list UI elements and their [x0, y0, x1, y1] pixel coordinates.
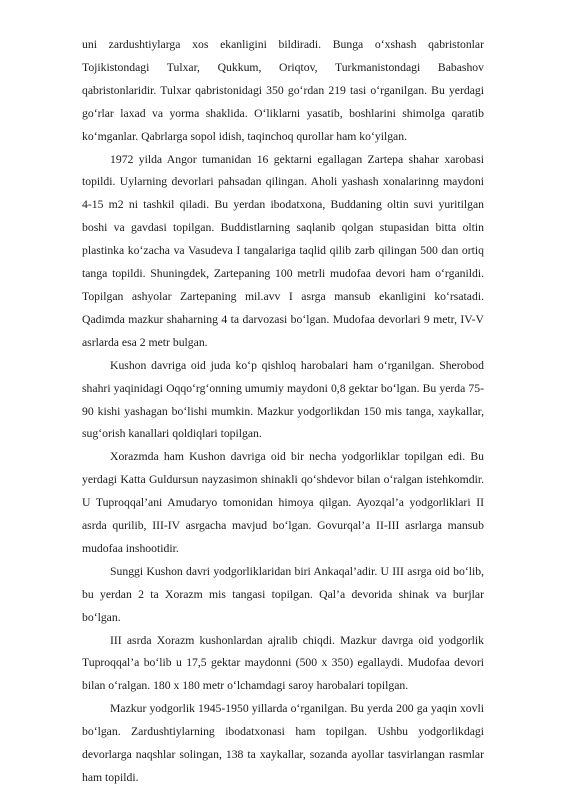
paragraph-village-ruins: Kushon davriga oid juda ko‘p qishloq harobalari ham o‘rganilgan. Sherobod shahri yaqinidagi Oqqo‘rg‘onning umumiy maydoni 0,8 gektar bo‘lgan. Bu yerda 75-90 kishi yashagan bo‘lishi mumkin. Mazkur yodgorlikdan 150 mis tanga, xaykallar, sug‘orish kanallari qoldiqlari topilgan.: [82, 358, 484, 441]
paragraph-zoroastrian-cemeteries: uni zardushtiylarga xos ekanligini bildiradi. Bunga o‘xshash qabristonlar Tojikistondagi Tulxar, Qukkum, Oriqtov, Turkmanistondagi Babashov qabristonlaridir. Tulxar qabristonidagi 350 go‘rdan 219 tasi o‘rganilgan. Bu yerdagi go‘rlar laxad va yorma shaklida. O‘liklarni yasatib, boshlarini shimolga qaratib ko‘mganlar. Qabrlarga sopol idish, taqinchoq qurollar ham ko‘yilgan.: [82, 38, 484, 143]
paragraph-study-findings: Mazkur yodgorlik 1945-1950 yillarda o‘rganilgan. Bu yerda 200 ga yaqin xovli bo‘lgan. Zardushtiylarning ibodatxonasi ham topilgan. Ushbu yodgorlikdagi devorlarga naqshlar solingan, 138 ta xaykallar, sozanda ayollar tasvirlangan rasmlar ham topildi.: [82, 702, 484, 784]
paragraph-khorezm-monuments: Xorazmda ham Kushon davriga oid bir necha yodgorliklar topilgan edi. Bu yerdagi Katta Guldursun nayzasimon shinakli qo‘shdevor bilan o‘ralgan istehkomdir. U Tuproqqal’ani Amudaryo tomonidan himoya qilgan. Ayozqal’a yodgorliklari II asrda qurilib, III-IV asrgacha mavjud bo‘lgan. Govurqal’a II-III asrlarga mansub mudofaa inshootidir.: [82, 450, 484, 555]
document-page: [82, 34, 484, 790]
paragraph-tuproqqala: III asrda Xorazm kushonlardan ajralib chiqdi. Mazkur davrga oid yodgorlik Tuproqqal’a bo‘lib u 17,5 gektar maydonni (500 x 350) egallaydi. Mudofaa devori bilan o‘ralgan. 180 x 180 metr o‘lchamdagi saroy harobalari topilgan.: [82, 633, 484, 693]
paragraph-ankaqala: Sunggi Kushon davri yodgorliklaridan biri Ankaqal’adir. U III asrga oid bo‘lib, bu yerdan 2 ta Xorazm mis tangasi topilgan. Qal’a devorida shinak va burjlar bo‘lgan.: [82, 564, 484, 624]
paragraph-zartepa: 1972 yilda Angor tumanidan 16 gektarni egallagan Zartepa shahar xarobasi topildi. Uylarning devorlari pahsadan qilingan. Aholi yashash xonalarinng maydoni 4-15 m2 ni tashkil qiladi. Bu yerdan ibodatxona, Buddaning oltin suvi yuritilgan boshi va gavdasi topilgan. Buddistlarning saqlanib qolgan stupasidan bitta oltin plastinka ko‘zacha va Vasudeva I tangalariga taqlid qilib zarb qilingan 500 dan ortiq tanga topildi. Shuningdek, Zartepaning 100 metrli mudofaa devori ham o‘rganildi. Topilgan ashyolar Zartepaning mil.avv I asrga mansub ekanligini ko‘rsatadi. Qadimda mazkur shaharning 4 ta darvozasi bo‘lgan. Mudofaa devorlari 9 metr, IV-V asrlarda esa 2 metr bulgan.: [82, 152, 484, 349]
